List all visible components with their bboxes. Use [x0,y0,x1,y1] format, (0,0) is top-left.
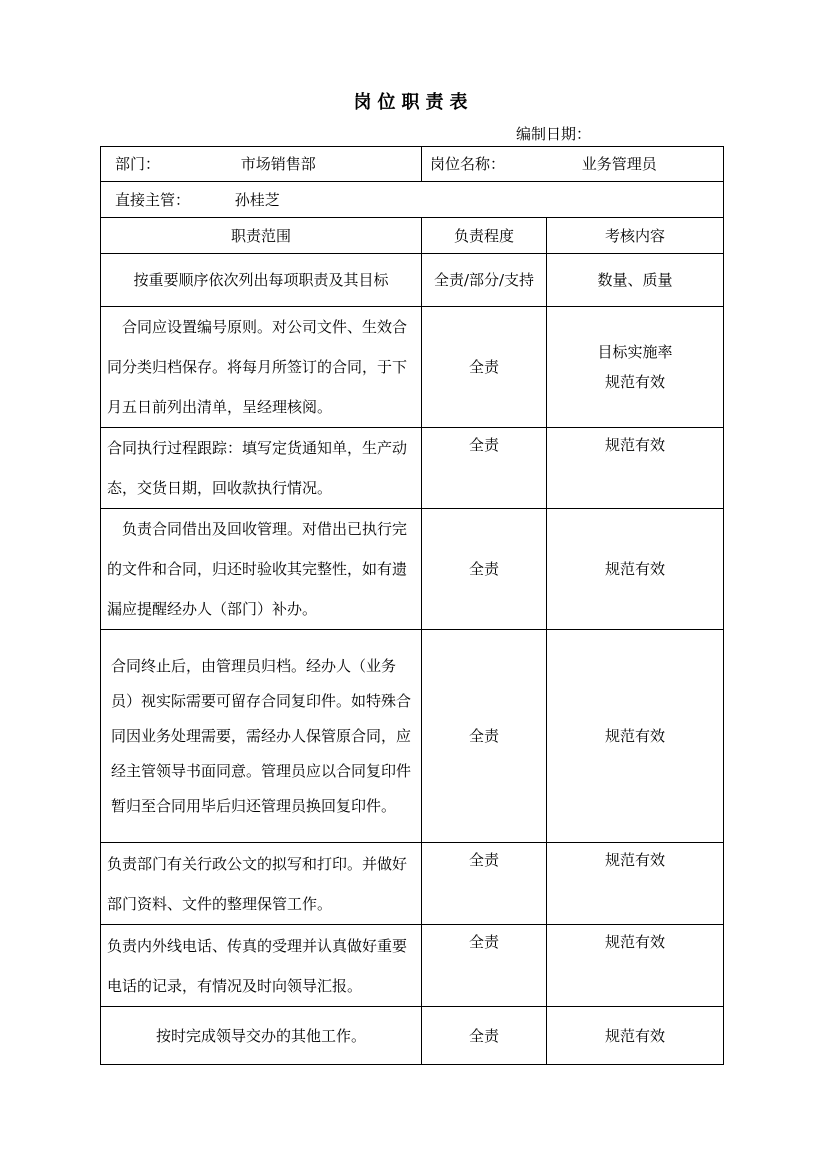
table-row [101,925,724,1007]
info-row-supervisor [101,182,724,218]
duty-text: 负责内外线电话、传真的受理并认真做好重要电话的记录，有情况及时向领导汇报。 [101,925,422,1007]
table-row [101,1007,724,1065]
dept-value: 市场销售部 [240,155,316,173]
duty-text: 合同终止后，由管理员归档。经办人（业务员）视实际需要可留存合同复印件。如特殊合同因业务处理需要，需经办人保管原合同，应经主管领导书面同意。管理员应以合同复印件暂归至合同用毕后归还管理员换回复印件。 [101,630,422,843]
degree-text: 全责 [422,630,547,843]
table-row [101,630,724,843]
table-row [101,307,724,428]
supervisor-label: 直接主管： [115,190,191,209]
degree-text: 全责 [422,925,547,1007]
subheader-degree: 全责/部分/支持 [422,254,547,307]
duty-text: 按时完成领导交办的其他工作。 [101,1007,422,1065]
assessment-text: 规范有效 [547,925,724,1007]
table-row [101,509,724,630]
dept-label: 部门： [115,155,161,173]
header-degree: 负责程度 [422,218,547,254]
assessment-cell [547,307,724,428]
header-row [101,218,724,254]
assessment-text: 规范有效 [547,1007,724,1065]
table-row [101,428,724,509]
header-assessment: 考核内容 [547,218,724,254]
assessment-text: 规范有效 [604,373,665,391]
degree-text: 全责 [422,428,547,509]
subheader-scope: 按重要顺序依次列出每项职责及其目标 [101,254,422,307]
subheader-assessment: 数量、质量 [547,254,724,307]
position-cell [422,147,724,182]
subheader-row [101,254,724,307]
table-row [101,843,724,925]
duty-text: 合同应设置编号原则。对公司文件、生效合同分类归档保存。将每月所签订的合同，于下月五日前列出清单，呈经理核阅。 [101,307,422,428]
assessment-text: 规范有效 [547,843,724,925]
position-value: 业务管理员 [581,155,657,173]
duty-table [100,146,724,1065]
duty-text: 合同执行过程跟踪：填写定货通知单，生产动态，交货日期，回收款执行情况。 [101,428,422,509]
position-label: 岗位名称： [430,155,506,173]
assessment-text: 规范有效 [547,428,724,509]
supervisor-cell [101,182,724,218]
assessment-text: 目标实施率 [597,343,673,361]
assessment-text: 规范有效 [547,509,724,630]
degree-text: 全责 [422,1007,547,1065]
dept-cell [101,147,422,182]
supervisor-value: 孙桂芝 [234,190,280,209]
compile-date-label: 编制日期： [516,125,592,143]
info-row-dept [101,147,724,182]
degree-text: 全责 [422,307,547,428]
duty-text: 负责部门有关行政公文的拟写和打印。并做好部门资料、文件的整理保管工作。 [101,843,422,925]
page-title: 岗位职责表 [353,92,474,113]
degree-text: 全责 [422,843,547,925]
assessment-text: 规范有效 [547,630,724,843]
header-scope: 职责范围 [101,218,422,254]
duty-text: 负责合同借出及回收管理。对借出已执行完的文件和合同，归还时验收其完整性，如有遗漏应提醒经办人（部门）补办。 [101,509,422,630]
degree-text: 全责 [422,509,547,630]
